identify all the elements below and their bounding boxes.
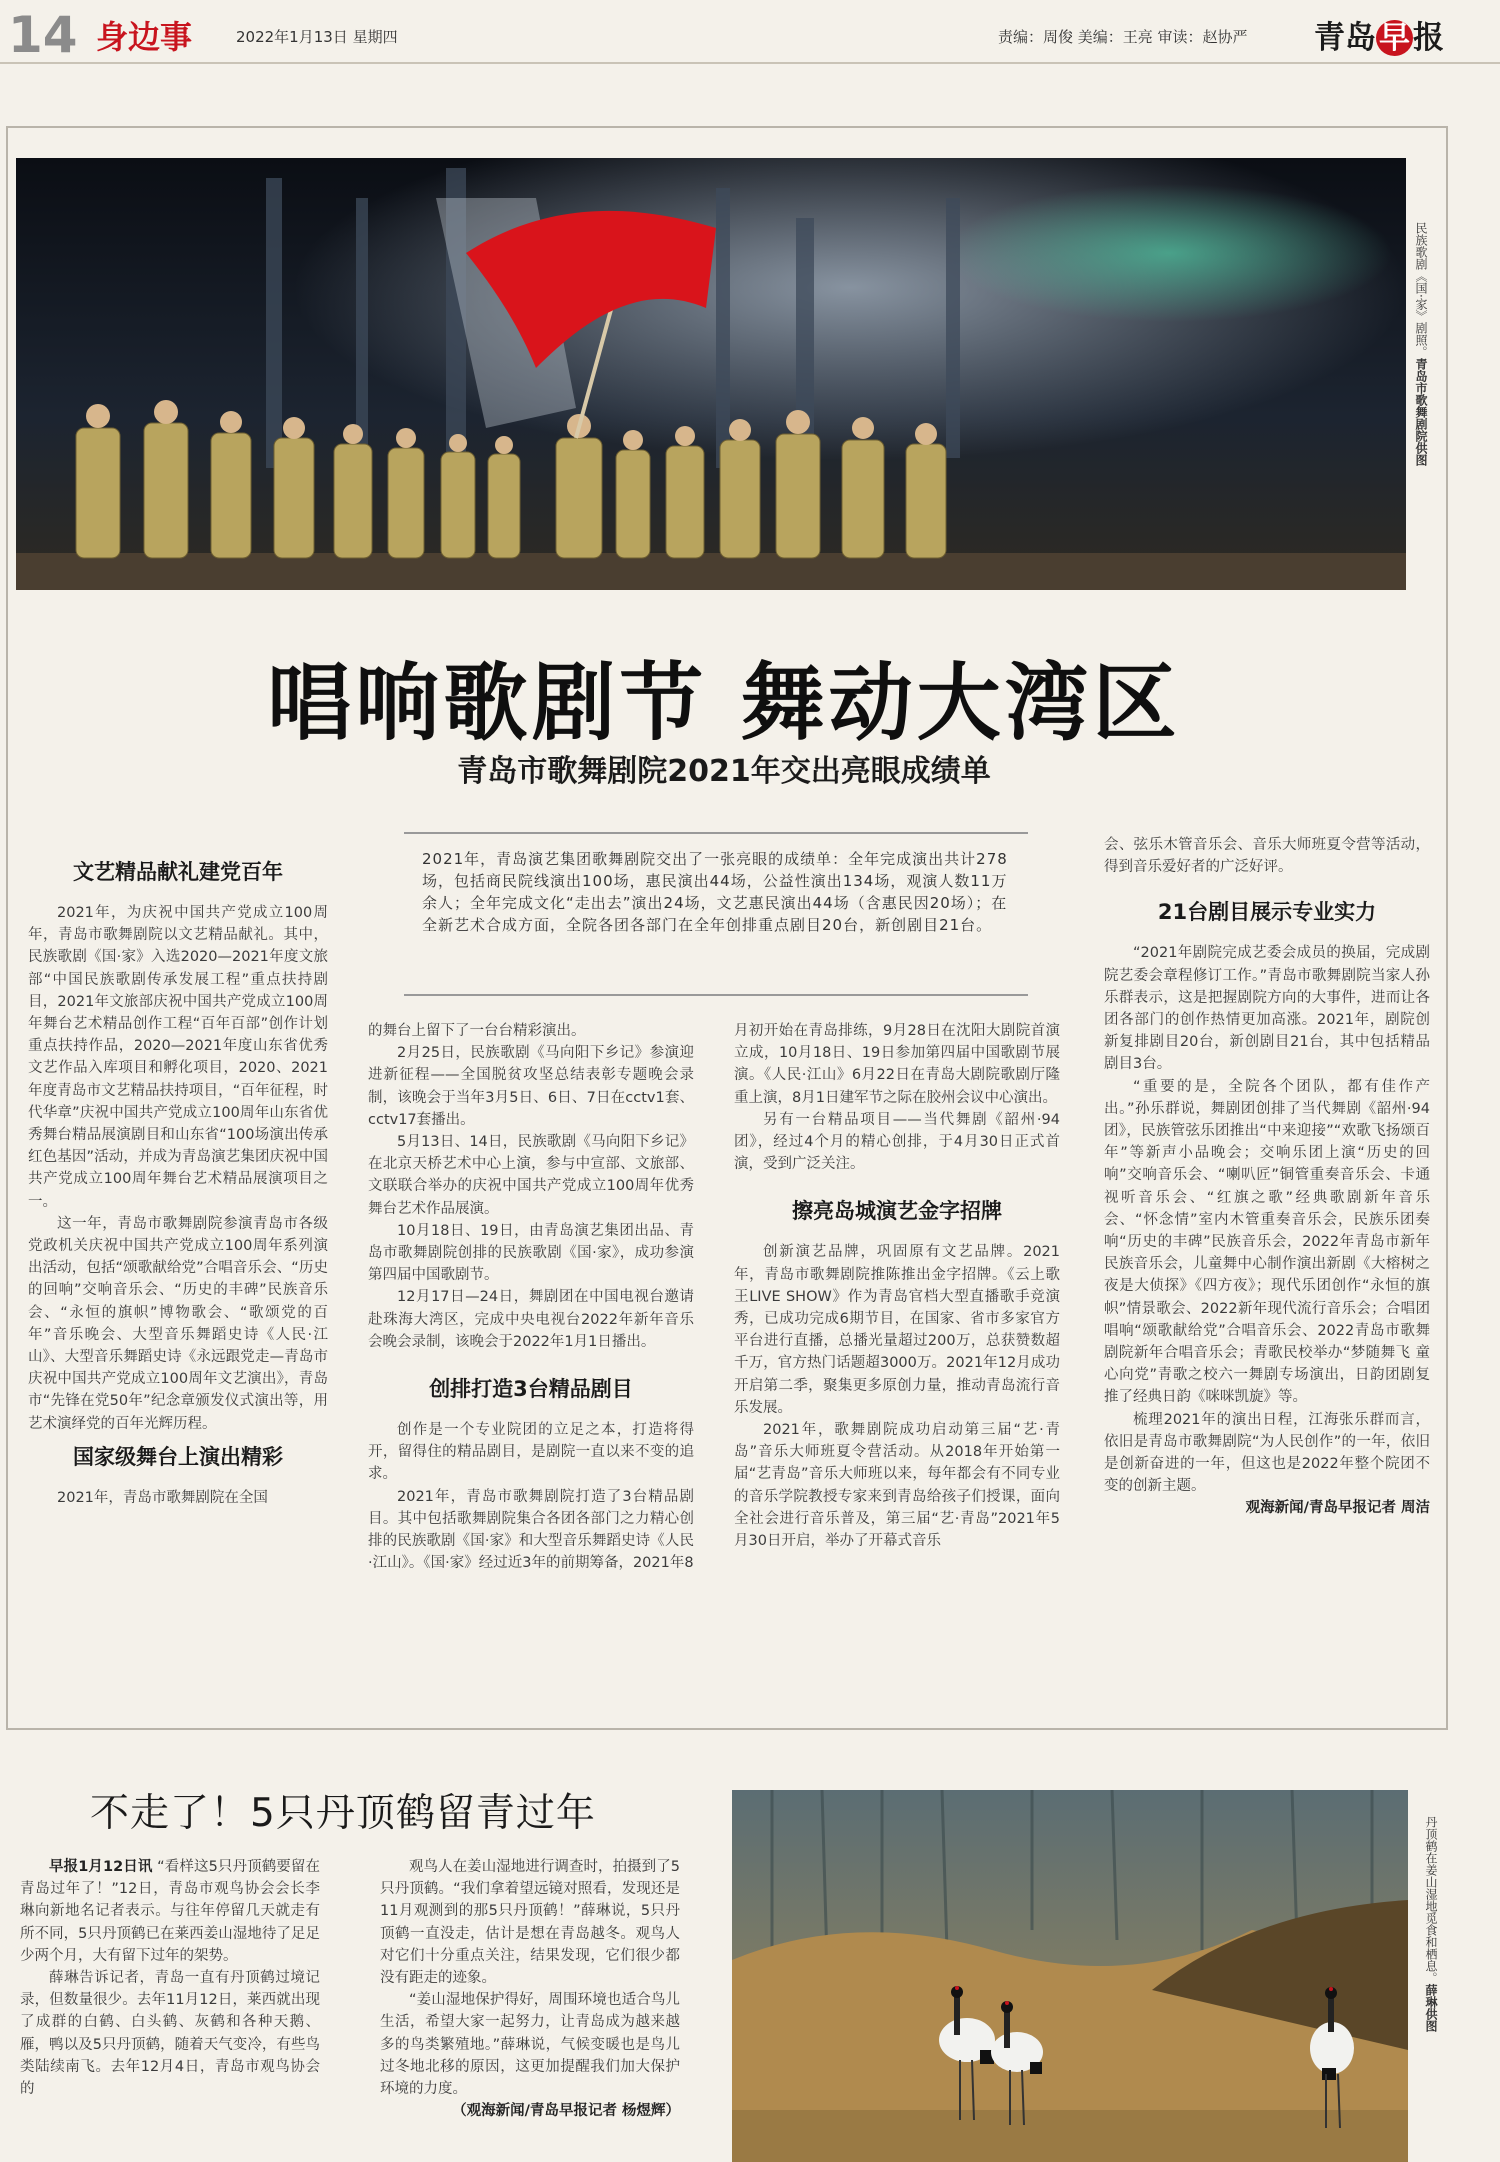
opera-stage-image (16, 158, 1406, 590)
article-paragraph: 月初开始在青岛排练，9月28日在沈阳大剧院首演立成，10月18日、19日参加第四届中国歌剧节展演。《人民·江山》6月22日在青岛大剧院歌剧厅隆重上演，8月1日建军节之际在胶州会议中心演出。 (734, 1023, 1060, 1106)
article-paragraph: 梳理2021年的演出日程，江海张乐群而言，依旧是青岛市歌舞剧院“为人民创作”的一年，依旧是创新奋进的一年，但这也是2022年整个院团不变的创新主题。 (1104, 1411, 1430, 1495)
page-number: 14 (8, 6, 78, 64)
article-paragraph: 的舞台上留下了一台台精彩演出。 (368, 1023, 586, 1039)
main-headline: 唱响歌剧节 舞动大湾区 (267, 654, 1181, 752)
article-paragraph: 另有一台精品项目——当代舞剧《韶州·94团》，经过4个月的精心创排，于4月30日正式首演，受到广泛关注。 (734, 1111, 1060, 1173)
stage-photo-credit: 青岛市歌舞剧院供图 (1414, 357, 1428, 466)
article-paragraph: “重要的是，全院各个团队，都有佳作产出。”孙乐群说，舞剧团创排了当代舞剧《韶州·94团》，民族管弦乐团推出“中来迎接”“欢歌飞扬颂百年”等新声小品晚会；交响乐团上演“历史的回响”交响音乐会、“喇叭匠”铜管重奏音乐会、卡通视听音乐会、“红旗之歌”经典歌剧新年音乐会、“怀念情”室内木管重奏音乐会，民族乐团奏响“历史的丰碑”民族音乐会，2022年青岛市新年民族音乐会，儿童舞中心制作演出新剧《大榕树之夜是大侦探》《四方夜》；现代乐团创作“永恒的旗帜”情景歌会、2022新年现代流行音乐会；合唱团唱响“颂歌献给党”合唱音乐会、2022青岛市歌舞剧院新年合唱音乐会；青歌民校举办“梦随舞飞 童心向党”青歌之校六一舞剧专场演出，日韵团剧复推了经典日韵《咪咪凯旋》等。 (1104, 1078, 1430, 1406)
sub-headline: 青岛市歌舞剧院2021年交出亮眼成绩单 (457, 754, 991, 789)
article-paragraph: 创新演艺品牌，巩固原有文艺品牌。2021年，青岛市歌舞剧院推陈推出金字招牌。《云上歌王LIVE SHOW》作为青岛官档大型直播歌手竞演秀，已成功完成6期节目，在国家、省市多家官方平台进行直播，总播光量超过200万，总获赞数超千万，官方热门话题超3000万。2021年12月成功开启第二季，聚集更多原创力量，推动青岛流行音乐发展。 (734, 1244, 1060, 1416)
crane-photo-credit: 薛琳供图 (1424, 1984, 1438, 2032)
article-paragraph: 2021年，青岛市歌舞剧院打造了3台精品剧目。其中包括歌舞剧院集合各团各部门之力精心创排的民族歌剧《国·家》和大型音乐舞蹈史诗《人民·江山》。《国·家》经过近3年的前期筹备，2021年8 (368, 1488, 694, 1572)
article-paragraph: 2月25日，民族歌剧《马向阳下乡记》参演迎进新征程——全国脱贫攻坚总结表彰专题晚会录制，该晚会于当年3月5日、6日、7日在cctv1套、cctv17套播出。 (368, 1045, 694, 1128)
section-heading: 21台剧目展示专业实力 (1157, 900, 1377, 925)
article-column-3 (734, 1020, 1060, 1552)
article-paragraph: 5月13日、14日，民族歌剧《马向阳下乡记》在北京天桥艺术中心上演，参与中宣部、文旅部、文联联合举办的庆祝中国共产党成立100周年优秀舞台艺术作品展演。 (368, 1134, 694, 1217)
crane-image (732, 1790, 1408, 2162)
article-column-2 (368, 1020, 694, 1574)
article-paragraph: 2021年，为庆祝中国共产党成立100周年，青岛市歌舞剧院以文艺精品献礼。其中，民族歌剧《国·家》入选2020—2021年度文旅部“中国民族歌剧传承发展工程”重点扶持剧目，2021年文旅部庆祝中国共产党成立100周年舞台艺术精品创作工程“百年百部”创作计划重点扶持作品，2020—2021年度山东省优秀文艺作品入库项目和孵化项目，2020、2021年度青岛市文艺精品扶持项目，“百年征程，时代华章”庆祝中国共产党成立100周年山东省优秀舞台精品展演剧目和山东省“100场演出传承红色基因”活动，并成为青岛演艺集团庆祝中国共产党成立100周年舞台艺术精品展演项目之一。 (28, 905, 328, 1210)
editor-credits: 责编：周俊 美编：王亮 审读：赵协严 (998, 28, 1248, 46)
opera-stage-photo (16, 158, 1406, 590)
crane-column-2 (380, 1856, 680, 2122)
article-paragraph: 2021年，青岛市歌舞剧院在全国 (57, 1489, 268, 1506)
article-paragraph: 这一年，青岛市歌舞剧院参演青岛市各级党政机关庆祝中国共产党成立100周年系列演出活动，包括“颂歌献给党”合唱音乐会、“历史的回响”交响音乐会、“历史的丰碑”民族音乐会、“永恒的旗帜”博物歌会、“歌颂党的百年”音乐晚会、大型音乐舞蹈史诗《人民·江山》、大型音乐舞蹈史诗《永远跟党走—青岛市庆祝中国共产党成立100周年文艺演出》，青岛市“先锋在党50年”纪念章颁发仪式演出等，用艺术演绎党的百年光辉历程。 (28, 1215, 328, 1432)
lead-paragraph: 2021年，青岛演艺集团歌舞剧院交出了一张亮眼的成绩单：全年完成演出共计278场，包括商民院线演出100场，惠民演出44场，公益性演出134场，观演人数11万余人；全年完成文化“走出去”演出24场，文艺惠民演出44场（含惠民因20场）；在全新艺术合成方面，全院各团各部门在全年创排重点剧目20台，新创剧目21台。 (404, 832, 1028, 996)
stage-photo-caption: 民族歌剧《国·家》剧照。青岛市歌舞剧院供图 (1414, 222, 1428, 466)
article-paragraph: “2021年剧院完成艺委会成员的换届，完成剧院艺委会章程修订工作。”青岛市歌舞剧院当家人孙乐群表示，这是把握剧院方向的大事件，进而让各团各部门的创作热情更加高涨。2021年，剧院创新复排剧目20台，新创剧目21台，其中包括精品剧目3台。 (1104, 945, 1430, 1073)
crane-story-title: 不走了！5只丹顶鹤留青过年 (90, 1791, 596, 1836)
section-heading: 文艺精品献礼建党百年 (73, 860, 283, 884)
logo-part-b: 早 (1376, 20, 1413, 56)
logo-part-c: 报 (1413, 20, 1444, 56)
crane-column-1 (20, 1856, 320, 2100)
article-paragraph: 会、弦乐木管音乐会、音乐大师班夏令营等活动，得到音乐爱好者的广泛好评。 (1104, 837, 1430, 876)
article-paragraph: 12月17日—24日，舞剧团在中国电视台邀请赴珠海大湾区，完成中央电视台2022年新年音乐会晚会录制，该晚会于2022年1月1日播出。 (368, 1289, 694, 1350)
issue-date: 2022年1月13日 星期四 (236, 28, 398, 46)
article-paragraph: 观鸟人在姜山湿地进行调查时，拍摄到了5只丹顶鹤。“我们拿着望远镜对照看，发现还是11月观测到的那5只丹顶鹤！”薛琳说，5只丹顶鹤一直没走，估计是想在青岛越冬。观鸟人对它们十分重点关注，结果发现，它们很少都没有距走的迹象。 (380, 1859, 680, 1987)
article-paragraph: 薛琳告诉记者，青岛一直有丹顶鹤过境记录，但数量很少。去年11月12日，莱西就出现了成群的白鹤、白头鹤、灰鹤和各种天鹅、雁，鸭以及5只丹顶鹤，随着天气变冷，有些鸟类陆续南飞。去年12月4日，青岛市观鸟协会的 (20, 1970, 320, 2098)
page-header (0, 0, 1500, 64)
section-heading: 国家级舞台上演出精彩 (73, 1444, 283, 1469)
crane-photo (732, 1790, 1408, 2162)
logo-part-a: 青岛 (1314, 20, 1376, 56)
article-paragraph: “看样这5只丹顶鹤要留在青岛过年了！”12日，青岛市观鸟协会会长李琳向新地名记者表示。与往年停留几天就走有所不同，5只丹顶鹤已在莱西姜山湿地待了足足少两个月，大有留下过年的架势。 (20, 1859, 320, 1964)
crane-photo-caption: 丹顶鹤在姜山湿地觅食和栖息。薛琳供图 (1424, 1816, 1438, 2032)
section-heading: 创排打造3台精品剧目 (429, 1377, 633, 1402)
article-paragraph: 2021年，歌舞剧院成功启动第三届“艺·青岛”音乐大师班夏令营活动。从2018年开始第一届“艺青岛”音乐大师班以来，每年都会有不同专业的音乐学院教授专家来到青岛给孩子们授课，面向全社会进行音乐普及，第三届“艺·青岛”2021年5月30日开启，举办了开幕式音乐 (734, 1422, 1060, 1550)
article-byline: 观海新闻/青岛早报记者 周洁 (1245, 1500, 1430, 1517)
newspaper-logo (1314, 12, 1444, 57)
crane-byline: （观海新闻/青岛早报记者 杨煜辉） (452, 2103, 680, 2120)
article-paragraph: “姜山湿地保护得好，周围环境也适合鸟儿生活，希望大家一起努力，让青岛成为越来越多的鸟类繁殖地。”薛琳说，气候变暖也是鸟儿过冬地北移的原因，这更加提醒我们加大保护环境的力度。 (380, 1992, 680, 2098)
section-heading: 擦亮岛城演艺金字招牌 (792, 1199, 1002, 1224)
article-paragraph: 创作是一个专业院团的立足之本，打造将得开，留得住的精品剧目，是剧院一直以来不变的追求。 (368, 1422, 694, 1483)
article-column-1 (28, 850, 328, 1509)
article-paragraph: 10月18日、19日，由青岛演艺集团出品、青岛市歌舞剧院创排的民族歌剧《国·家》，成功参演第四届中国歌剧节。 (368, 1222, 694, 1284)
dateline: 早报1月12日讯 (49, 1859, 153, 1875)
section-title: 身边事 (96, 18, 193, 56)
article-column-4 (1104, 834, 1430, 1520)
